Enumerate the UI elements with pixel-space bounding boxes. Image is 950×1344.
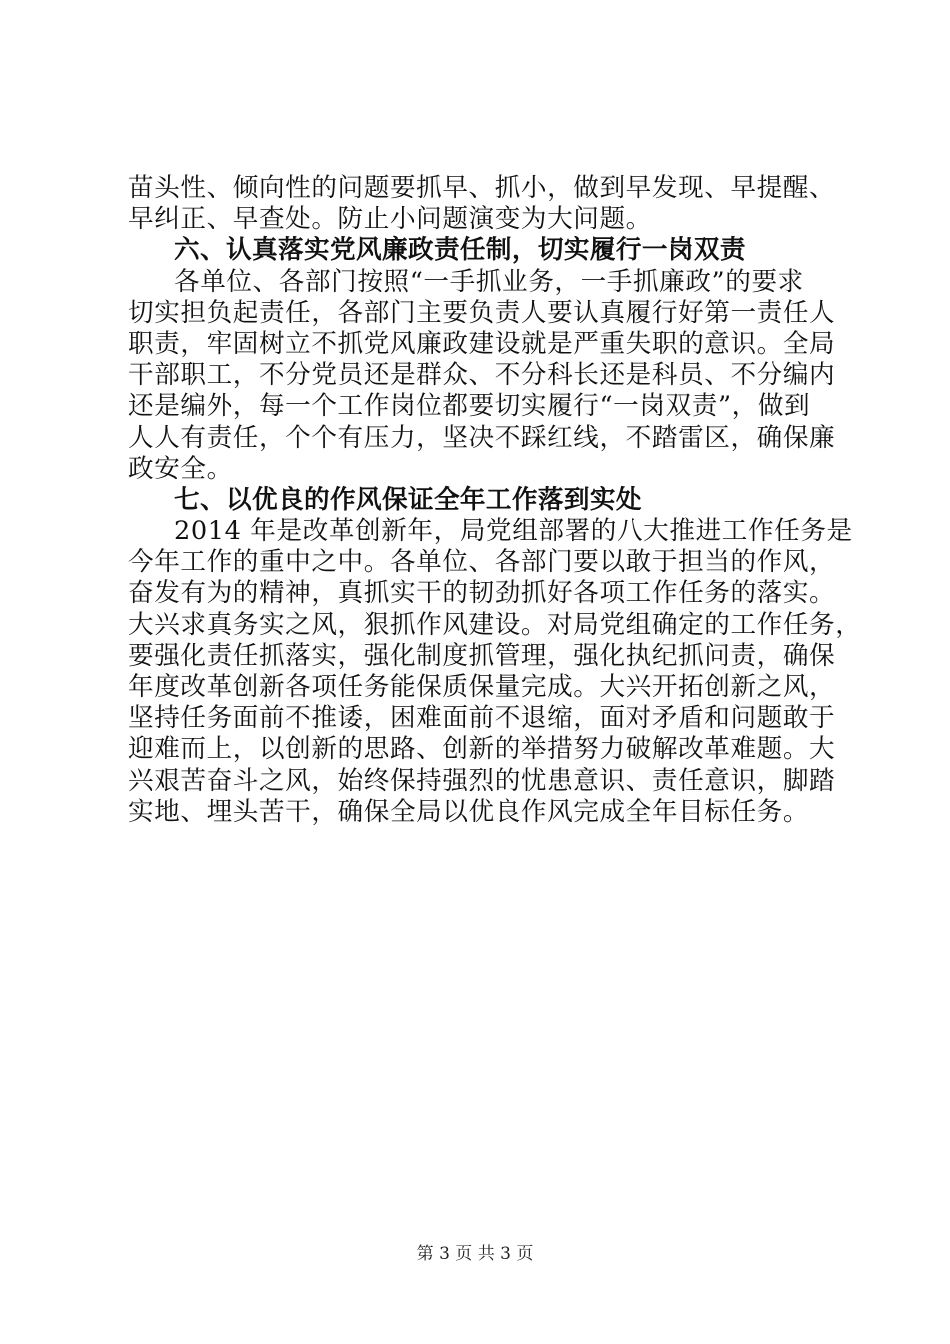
paragraph-line: 早纠正、早查处。防止小问题演变为大问题。: [128, 204, 652, 235]
paragraph-line: 政安全。: [128, 453, 233, 484]
paragraph-line: 切实担负起责任，各部门主要负责人要认真履行好第一责任人: [128, 297, 836, 328]
paragraph-line: 今年工作的重中之中。各单位、各部门要以敢于担当的作风，: [128, 547, 836, 578]
paragraph-line: 大兴求真务实之风，狠抓作风建设。对局党组确定的工作任务，: [128, 609, 862, 640]
paragraph-line: 干部职工，不分党员还是群众、不分科长还是科员、不分编内: [128, 360, 836, 391]
paragraph-line: 奋发有为的精神，真抓实干的韧劲抓好各项工作任务的落实。: [128, 578, 836, 609]
paragraph-line: 迎难而上，以创新的思路、创新的举措努力破解改革难题。大: [128, 734, 836, 765]
section-heading: 六、认真落实党风廉政责任制，切实履行一岗双责: [174, 235, 746, 266]
paragraph-line: 兴艰苦奋斗之风，始终保持强烈的忧患意识、责任意识，脚踏: [128, 765, 836, 796]
section-heading: 七、以优良的作风保证全年工作落到实处: [174, 484, 642, 515]
paragraph-line: 实地、埋头苦干，确保全局以优良作风完成全年目标任务。: [128, 796, 810, 827]
paragraph-line: 各单位、各部门按照“一手抓业务，一手抓廉政”的要求: [174, 266, 804, 297]
paragraph-line: 苗头性、倾向性的问题要抓早、抓小，做到早发现、早提醒、: [128, 173, 836, 203]
paragraph-line: 人人有责任，个个有压力，坚决不踩红线，不踏雷区，确保廉: [128, 422, 836, 453]
paragraph-line: 年度改革创新各项任务能保质保量完成。大兴开拓创新之风，: [128, 672, 836, 702]
paragraph-line: 还是编外，每一个工作岗位都要切实履行“一岗双责”，做到: [128, 391, 811, 422]
paragraph-line: 职责，牢固树立不抓党风廉政建设就是严重失职的意识。全局: [128, 328, 836, 359]
paragraph-line: 坚持任务面前不推诿，困难面前不退缩，面对矛盾和问题敢于: [128, 703, 836, 734]
document-body: [128, 173, 862, 828]
page-footer: 第 3 页 共 3 页: [416, 1244, 534, 1264]
paragraph-line: 要强化责任抓落实，强化制度抓管理，强化执纪抓问责，确保: [128, 640, 836, 671]
paragraph-line: 2014 年是改革创新年，局党组部署的八大推进工作任务是: [174, 516, 853, 547]
